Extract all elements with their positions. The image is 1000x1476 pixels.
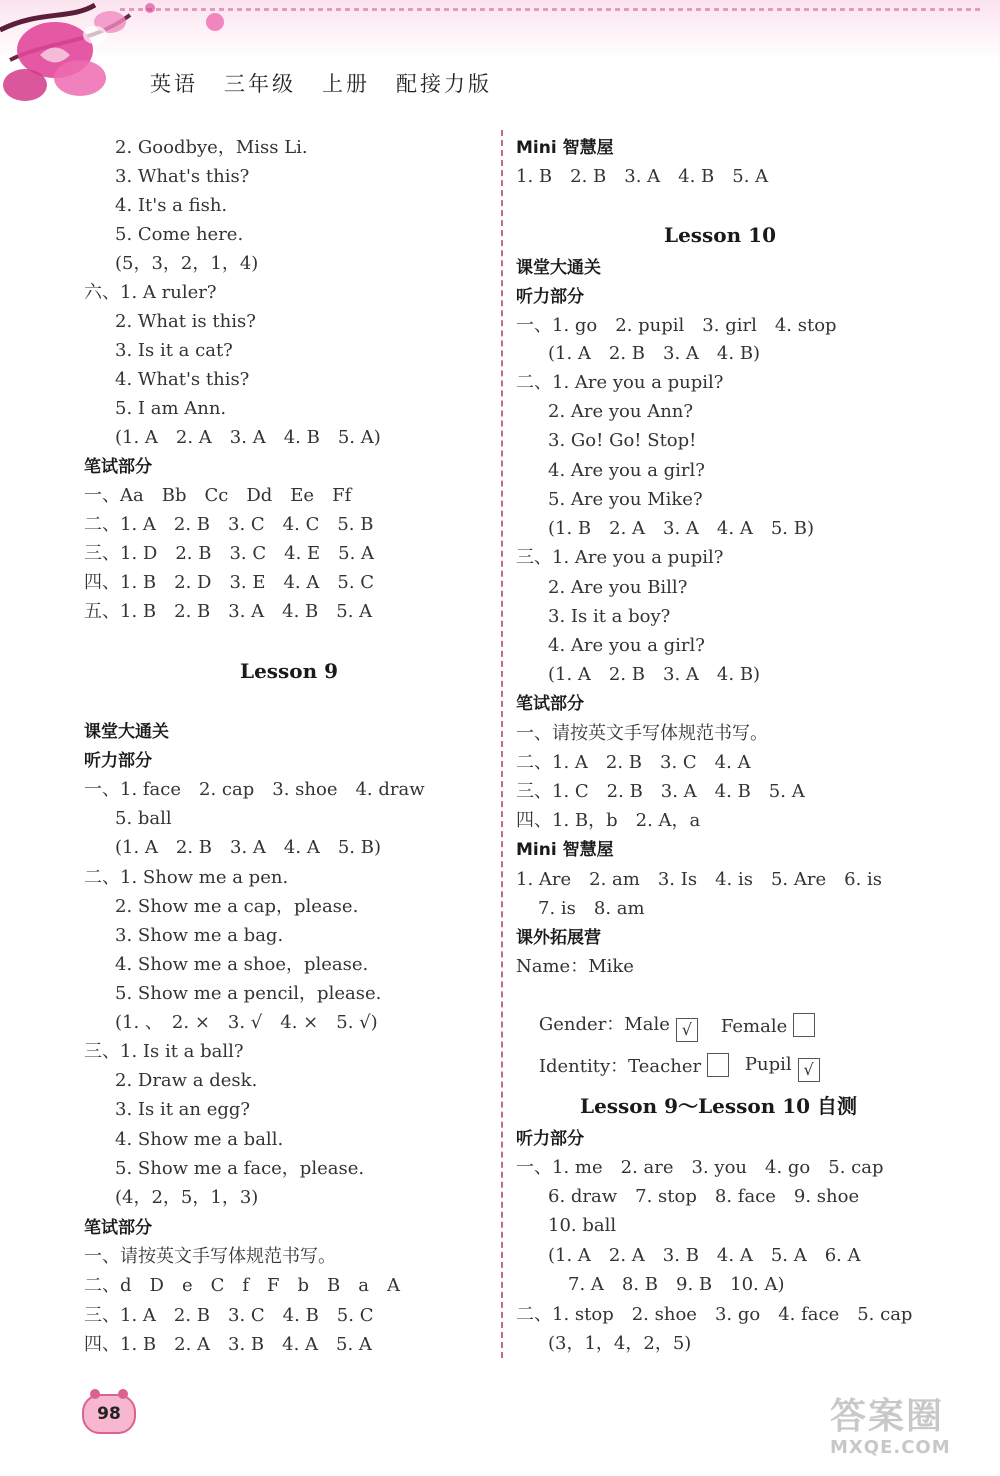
page-header-title: [150, 68, 518, 98]
answer-line: (1. B 2. A 3. A 4. A 5. B): [548, 518, 814, 539]
section-heading: Mini 智慧屋: [516, 840, 614, 860]
section-heading: 听力部分: [516, 287, 584, 307]
answer-line: 二、1. A 2. B 3. C 4. C 5. B: [84, 514, 374, 535]
answer-line: 五、1. B 2. B 3. A 4. B 5. A: [84, 601, 373, 622]
lesson-title: Lesson 9～Lesson 10 自测: [580, 1094, 858, 1118]
answer-line: Name：Mike: [516, 956, 634, 977]
gender-male-label: Gender：Male: [538, 1014, 670, 1035]
section-heading: 听力部分: [84, 751, 152, 771]
watermark-url: MXQE.COM: [830, 1437, 951, 1458]
male-checkbox[interactable]: √: [676, 1018, 698, 1042]
answer-line: 3. Show me a bag.: [115, 925, 284, 946]
answer-line: (1. A 2. A 3. B 4. A 5. A 6. A: [548, 1245, 861, 1266]
answer-line: 二、1. Show me a pen.: [84, 867, 289, 888]
answer-line: 六、1. A ruler?: [84, 282, 217, 303]
answer-line: 二、1. Are you a pupil?: [516, 372, 724, 393]
section-heading: 听力部分: [516, 1129, 584, 1149]
badge-ear-left-icon: [90, 1389, 100, 1399]
section-heading: 笔试部分: [84, 1218, 152, 1238]
section-heading: 课外拓展营: [516, 928, 601, 948]
answer-line: 10. ball: [548, 1215, 617, 1236]
answer-line: 一、Aa Bb Cc Dd Ee Ff: [84, 485, 352, 506]
header-volume: 上册: [322, 72, 370, 96]
answer-line: 5. I am Ann.: [115, 398, 227, 419]
answer-line: 三、1. D 2. B 3. C 4. E 5. A: [84, 543, 375, 564]
answer-line: 2. Goodbye，Miss Li.: [115, 137, 308, 158]
pupil-checkbox[interactable]: √: [798, 1058, 820, 1082]
answer-line: 二、1. stop 2. shoe 3. go 4. face 5. cap: [516, 1304, 913, 1325]
answer-line: 4. Are you a girl?: [548, 460, 705, 481]
answer-line: (1. A 2. B 3. A 4. B): [548, 664, 761, 685]
answer-line: 4. Are you a girl?: [548, 635, 705, 656]
answer-line: 7. is 8. am: [538, 898, 645, 919]
answer-line: 一、请按英文手写体规范书写。: [84, 1246, 336, 1267]
section-heading: 课堂大通关: [516, 258, 601, 278]
section-heading: 笔试部分: [516, 694, 584, 714]
header-subject: 英语: [150, 72, 198, 96]
answer-line: 三、1. A 2. B 3. C 4. B 5. C: [84, 1305, 374, 1326]
watermark-main: 答案圈: [830, 1396, 945, 1437]
section-heading: Mini 智慧屋: [516, 138, 614, 158]
answer-line: 5. Show me a face，please.: [115, 1158, 365, 1179]
section-heading: 笔试部分: [84, 457, 152, 477]
answer-line: 一、1. go 2. pupil 3. girl 4. stop: [516, 315, 837, 336]
answer-line: 2. Are you Ann?: [548, 401, 694, 422]
answer-line: 一、请按英文手写体规范书写。: [516, 723, 768, 744]
answer-line: 三、1. Is it a ball?: [84, 1041, 244, 1062]
answer-line: 四、1. B，b 2. A，a: [516, 810, 701, 831]
answer-line: (4，2，5，1，3): [115, 1187, 259, 1208]
answer-line: (1. A 2. A 3. A 4. B 5. A): [115, 427, 381, 448]
answer-line: 5. Come here.: [115, 224, 244, 245]
answer-line: 一、1. me 2. are 3. you 4. go 5. cap: [516, 1157, 884, 1178]
page-number: 98: [97, 1404, 121, 1424]
answer-line: 3. Is it a boy?: [548, 606, 671, 627]
female-row: [698, 989, 815, 1037]
answer-line: (1. A 2. B 3. A 4. A 5. B): [115, 837, 381, 858]
answer-line: 5. Show me a pencil，please.: [115, 983, 382, 1004]
column-divider: [501, 130, 503, 1358]
lesson-title: Lesson 10: [664, 223, 776, 247]
answer-line: 6. draw 7. stop 8. face 9. shoe: [548, 1186, 860, 1207]
answer-line: 四、1. B 2. D 3. E 4. A 5. C: [84, 572, 375, 593]
answer-line: 4. Show me a ball.: [115, 1129, 284, 1150]
answer-line: 5. Are you Mike?: [548, 489, 703, 510]
pupil-row: [722, 1029, 820, 1079]
answer-line: (3，1，4，2，5): [548, 1333, 692, 1354]
answer-line: 二、1. A 2. B 3. C 4. A: [516, 752, 751, 773]
answer-line: 1. Are 2. am 3. Is 4. is 5. Are 6. is: [516, 869, 883, 890]
header-edition: 配接力版: [396, 72, 492, 96]
answer-line: 7. A 8. B 9. B 10. A): [568, 1274, 785, 1295]
answer-line: 3. Go! Go! Stop!: [548, 430, 697, 451]
answer-line: (1. 、 2. × 3. √ 4. × 5. √): [115, 1012, 378, 1033]
answer-line: (5，3，2，1，4): [115, 253, 259, 274]
answer-line: 3. Is it an egg?: [115, 1099, 251, 1120]
answer-line: 4. It's a fish.: [115, 195, 228, 216]
identity-pupil-label: Pupil: [744, 1054, 792, 1075]
answer-line: 三、1. Are you a pupil?: [516, 547, 724, 568]
answer-line: 2. Are you Bill?: [548, 577, 688, 598]
answer-line: 2. Draw a desk.: [115, 1070, 258, 1091]
page-number-badge: [82, 1394, 136, 1434]
gender-female-label: Female: [720, 1016, 788, 1037]
header-grade: 三年级: [224, 72, 296, 96]
answer-line: (1. A 2. B 3. A 4. B): [548, 343, 761, 364]
answer-line: 1. B 2. B 3. A 4. B 5. A: [516, 166, 769, 187]
answer-line: 三、1. C 2. B 3. A 4. B 5. A: [516, 781, 805, 802]
identity-row: [516, 1029, 729, 1077]
identity-teacher-label: Identity：Teacher: [538, 1056, 702, 1077]
answer-line: 2. What is this?: [115, 311, 256, 332]
answer-line: 四、1. B 2. A 3. B 4. A 5. A: [84, 1334, 372, 1355]
answer-line: 二、d D e C f F b B a A: [84, 1275, 401, 1296]
answer-line: 3. What's this?: [115, 166, 250, 187]
answer-line: 5. ball: [115, 808, 172, 829]
lesson-title: Lesson 9: [240, 659, 339, 683]
section-heading: 课堂大通关: [84, 722, 169, 742]
answer-line: 4. Show me a shoe，please.: [115, 954, 369, 975]
watermark: [830, 1388, 990, 1468]
answer-line: 一、1. face 2. cap 3. shoe 4. draw: [84, 779, 425, 800]
answer-line: 4. What's this?: [115, 369, 250, 390]
answer-line: 2. Show me a cap，please.: [115, 896, 359, 917]
gender-row: [516, 989, 698, 1039]
badge-ear-right-icon: [118, 1389, 128, 1399]
answer-line: 3. Is it a cat?: [115, 340, 233, 361]
